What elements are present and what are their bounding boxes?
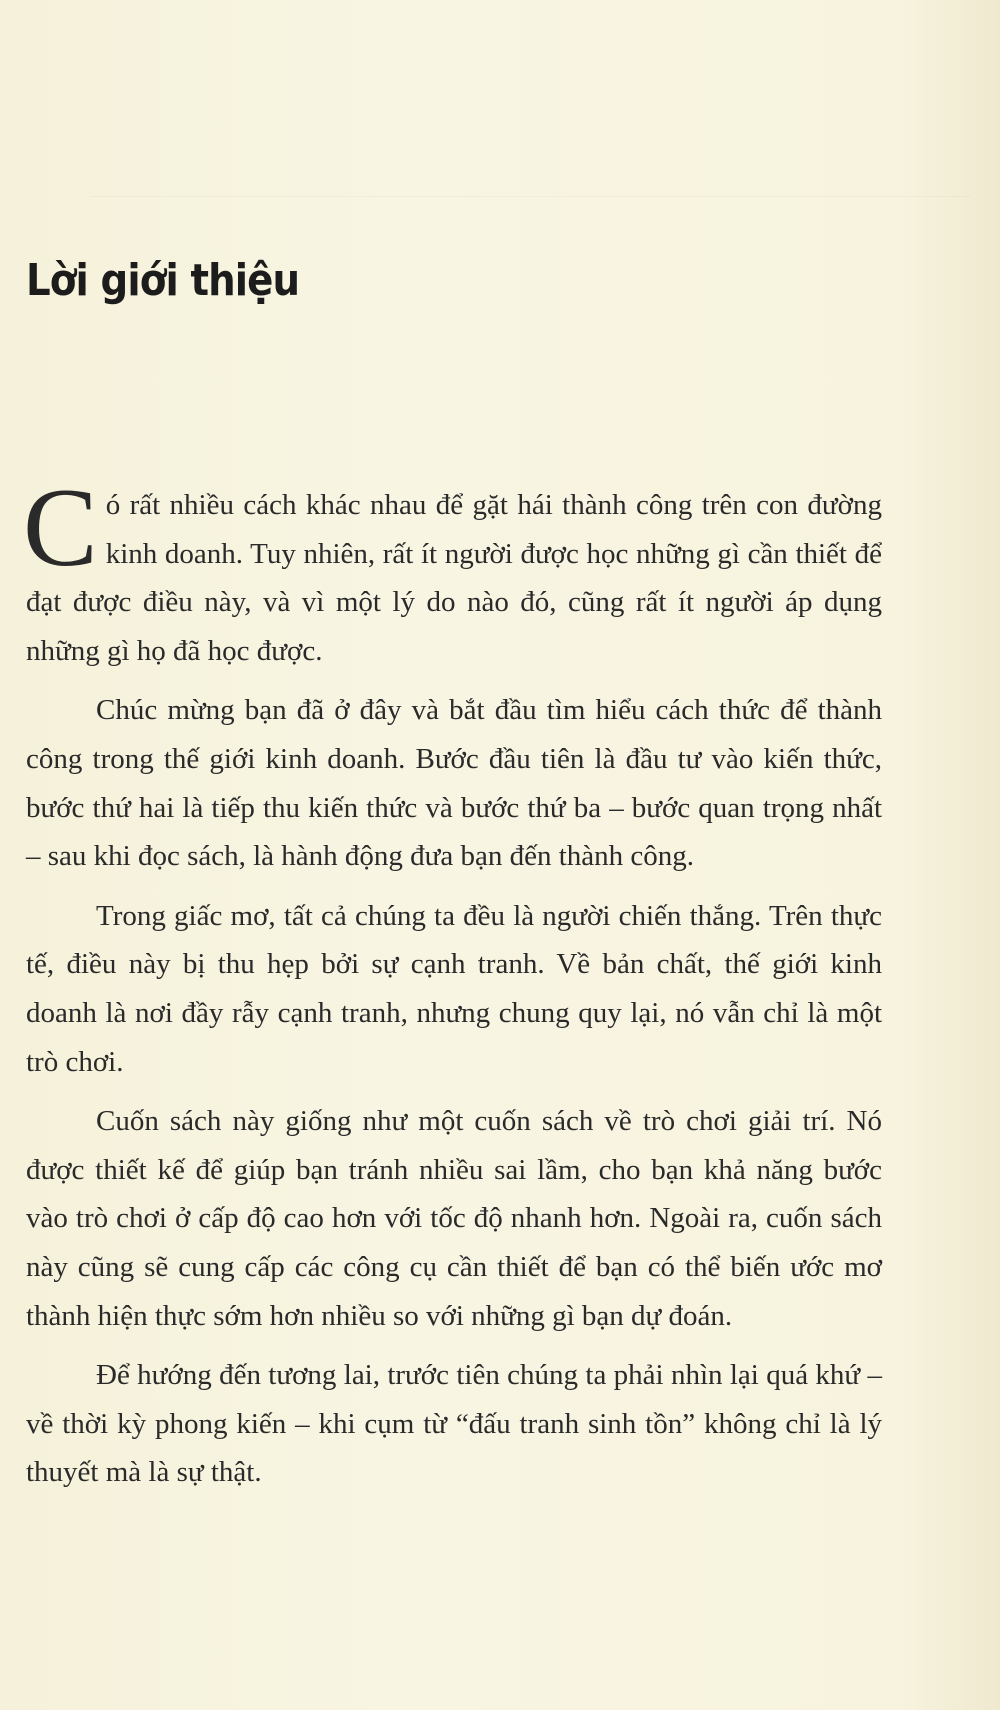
drop-cap: C <box>23 466 98 590</box>
paragraph-4: Cuốn sách này giống như một cuốn sách về trò chơi giải trí. Nó được thiết kế để giúp bạn tránh nhiều sai lầm, cho bạn khả năng bước vào trò chơi ở cấp độ cao hơn với tốc độ nhanh hơn. Ngoài ra, cuốn sách này cũng sẽ cung cấp các công cụ cần thiết để bạn có thể biến ước mơ thành hiện thực sớm hơn nhiều so với những gì bạn dự đoán. <box>26 1105 882 1332</box>
paragraph-2: Chúc mừng bạn đã ở đây và bắt đầu tìm hiểu cách thức để thành công trong thế giới kinh doanh. Bước đầu tiên là đầu tư vào kiến thức, bước thứ hai là tiếp thu kiến thức và bước thứ ba – bước quan trọng nhất – sau khi đọc sách, là hành động đưa bạn đến thành công. <box>26 694 882 873</box>
chapter-title: Lời giới thiệu <box>26 255 300 306</box>
body-text <box>23 466 882 1508</box>
paragraph-3: Trong giấc mơ, tất cả chúng ta đều là người chiến thắng. Trên thực tế, điều này bị thu hẹp bởi sự cạnh tranh. Về bản chất, thế giới kinh doanh là nơi đầy rẫy cạnh tranh, nhưng chung quy lại, nó vẫn chỉ là một trò chơi. <box>26 899 882 1078</box>
paragraph-1-text: ó rất nhiều cách khác nhau để gặt hái thành công trên con đường kinh doanh. Tuy nhiên, rất ít người được học những gì cần thiết để đạt được điều này, và vì một lý do nào đó, cũng rất ít người áp dụng những gì họ đã học được. <box>26 489 882 667</box>
paragraph-1 <box>23 466 882 675</box>
paragraph-5: Để hướng đến tương lai, trước tiên chúng ta phải nhìn lại quá khứ – về thời kỳ phong kiến – khi cụm từ “đấu tranh sinh tồn” không chỉ là lý thuyết mà là sự thật. <box>26 1359 882 1489</box>
